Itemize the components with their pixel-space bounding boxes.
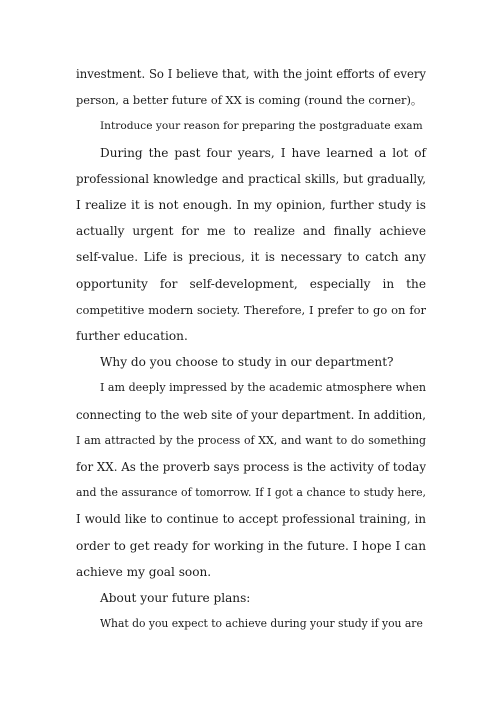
text-line: person, a better future of XX is coming (round the corner)。 bbox=[76, 93, 423, 108]
section-heading-future-plans: About your future plans: bbox=[100, 591, 251, 606]
paragraph-reason bbox=[76, 140, 426, 350]
paragraph-department bbox=[76, 375, 426, 585]
text-line: I am attracted by the process of XX, and want to do something bbox=[76, 433, 426, 447]
text-line: connecting to the web site of your department. In addition, bbox=[76, 407, 426, 422]
paragraph-future-plans bbox=[76, 611, 426, 637]
text-line: competitive modern society. Therefore, I prefer to go on for bbox=[76, 302, 426, 317]
text-line: self-value. Life is precious, it is necessary to catch any bbox=[76, 250, 426, 265]
text-line: I realize it is not enough. In my opinion, further study is bbox=[76, 198, 426, 213]
text-line: opportunity for self-development, especially in the bbox=[76, 276, 426, 291]
text-line: investment. So I believe that, with the joint efforts of every bbox=[76, 67, 426, 81]
text-line: achieve my goal soon. bbox=[76, 564, 212, 579]
text-line: professional knowledge and practical skills, but gradually, bbox=[76, 171, 426, 186]
section-heading-reason: Introduce your reason for preparing the postgraduate exam bbox=[100, 120, 423, 133]
text-line: for XX. As the proverb says process is the activity of today bbox=[76, 460, 426, 475]
text-line: order to get ready for working in the future. I hope I can bbox=[76, 538, 426, 553]
paragraph-intro-continuation bbox=[76, 61, 426, 113]
document-body bbox=[76, 61, 426, 637]
text-line: I am deeply impressed by the academic atmosphere when bbox=[100, 381, 426, 395]
text-line: I would like to continue to accept professional training, in bbox=[76, 512, 426, 527]
text-line: actually urgent for me to realize and finally achieve bbox=[76, 224, 426, 239]
text-line: What do you expect to achieve during your study if you are bbox=[100, 617, 423, 631]
section-heading-department: Why do you choose to study in our department? bbox=[100, 355, 394, 370]
text-line: During the past four years, I have learned a lot of bbox=[100, 145, 426, 160]
text-line: and the assurance of tomorrow. If I got a chance to study here, bbox=[76, 486, 426, 500]
text-line: further education. bbox=[76, 329, 188, 344]
